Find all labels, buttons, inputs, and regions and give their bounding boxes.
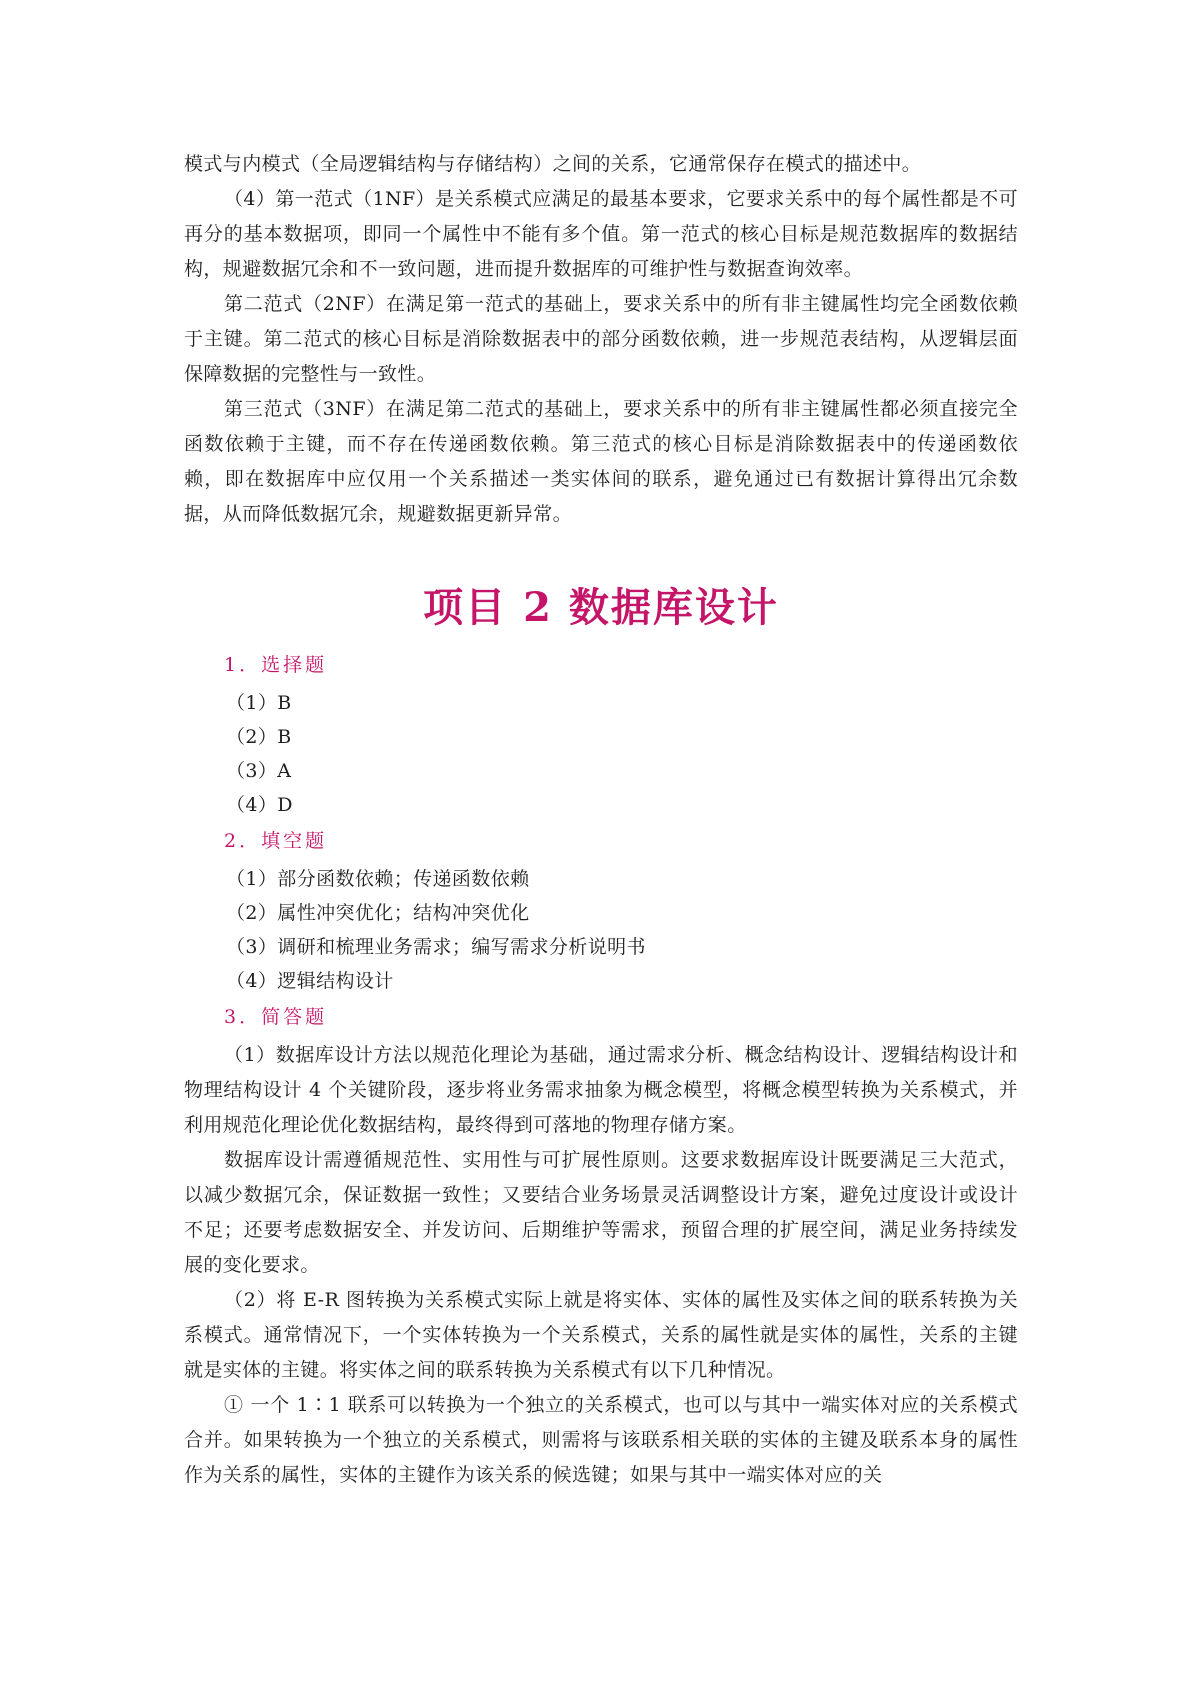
page-content xyxy=(184,147,1018,1493)
paragraph-2nf: 第二范式（2NF）在满足第一范式的基础上，要求关系中的所有非主键属性均完全函数依赖于主键。第二范式的核心目标是消除数据表中的部分函数依赖，进一步规范表结构，从逻辑层面保障数据的完整性与一致性。 xyxy=(184,293,1018,385)
answer-item: （4）逻辑结构设计 xyxy=(226,970,394,992)
project-title: 项目 2 数据库设计 xyxy=(423,584,779,631)
paragraph-answer-1: （1）数据库设计方法以规范化理论为基础，通过需求分析、概念结构设计、逻辑结构设计和物理结构设计 4 个关键阶段，逐步将业务需求抽象为概念模型，将概念模型转换为关系模式，并利用规范化理论优化数据结构，最终得到可落地的物理存储方案。 xyxy=(184,1044,1018,1136)
answer-item: （3）调研和梳理业务需求；编写需求分析说明书 xyxy=(226,936,646,958)
answer-item: （2）属性冲突优化；结构冲突优化 xyxy=(226,902,530,924)
answer-item: （1）部分函数依赖；传递函数依赖 xyxy=(226,868,530,890)
answer-item: （1）B xyxy=(226,692,292,714)
answer-item: （4）D xyxy=(226,794,293,816)
section-heading-choice: 1．选择题 xyxy=(224,654,328,676)
answer-item: （2）B xyxy=(226,726,292,748)
paragraph-1nf: （4）第一范式（1NF）是关系模式应满足的最基本要求，它要求关系中的每个属性都是不可再分的基本数据项，即同一个属性中不能有多个值。第一范式的核心目标是规范数据库的数据结构，规避数据冗余和不一致问题，进而提升数据库的可维护性与数据查询效率。 xyxy=(184,188,1018,280)
paragraph-one-to-one: ① 一个 1∶1 联系可以转换为一个独立的关系模式，也可以与其中一端实体对应的关系模式合并。如果转换为一个独立的关系模式，则需将与该联系相关联的实体的主键及联系本身的属性作为关系的属性，实体的主键作为该关系的候选键；如果与其中一端实体对应的关 xyxy=(184,1394,1018,1486)
paragraph-continuation: 模式与内模式（全局逻辑结构与存储结构）之间的关系，它通常保存在模式的描述中。 xyxy=(184,153,922,175)
answer-item: （3）A xyxy=(226,760,292,782)
section-heading-short-answer: 3．简答题 xyxy=(224,1006,328,1028)
paragraph-3nf: 第三范式（3NF）在满足第二范式的基础上，要求关系中的所有非主键属性都必须直接完全函数依赖于主键，而不存在传递函数依赖。第三范式的核心目标是消除数据表中的传递函数依赖，即在数据库中应仅用一个关系描述一类实体间的联系，避免通过已有数据计算得出冗余数据，从而降低数据冗余，规避数据更新异常。 xyxy=(184,398,1018,525)
section-heading-fill: 2．填空题 xyxy=(224,830,328,852)
paragraph-principles: 数据库设计需遵循规范性、实用性与可扩展性原则。这要求数据库设计既要满足三大范式，以减少数据冗余，保证数据一致性；又要结合业务场景灵活调整设计方案，避免过度设计或设计不足；还要考虑数据安全、并发访问、后期维护等需求，预留合理的扩展空间，满足业务持续发展的变化要求。 xyxy=(184,1149,1018,1276)
paragraph-answer-2: （2）将 E-R 图转换为关系模式实际上就是将实体、实体的属性及实体之间的联系转换为关系模式。通常情况下，一个实体转换为一个关系模式，关系的属性就是实体的属性，关系的主键就是实体的主键。将实体之间的联系转换为关系模式有以下几种情况。 xyxy=(184,1289,1018,1381)
